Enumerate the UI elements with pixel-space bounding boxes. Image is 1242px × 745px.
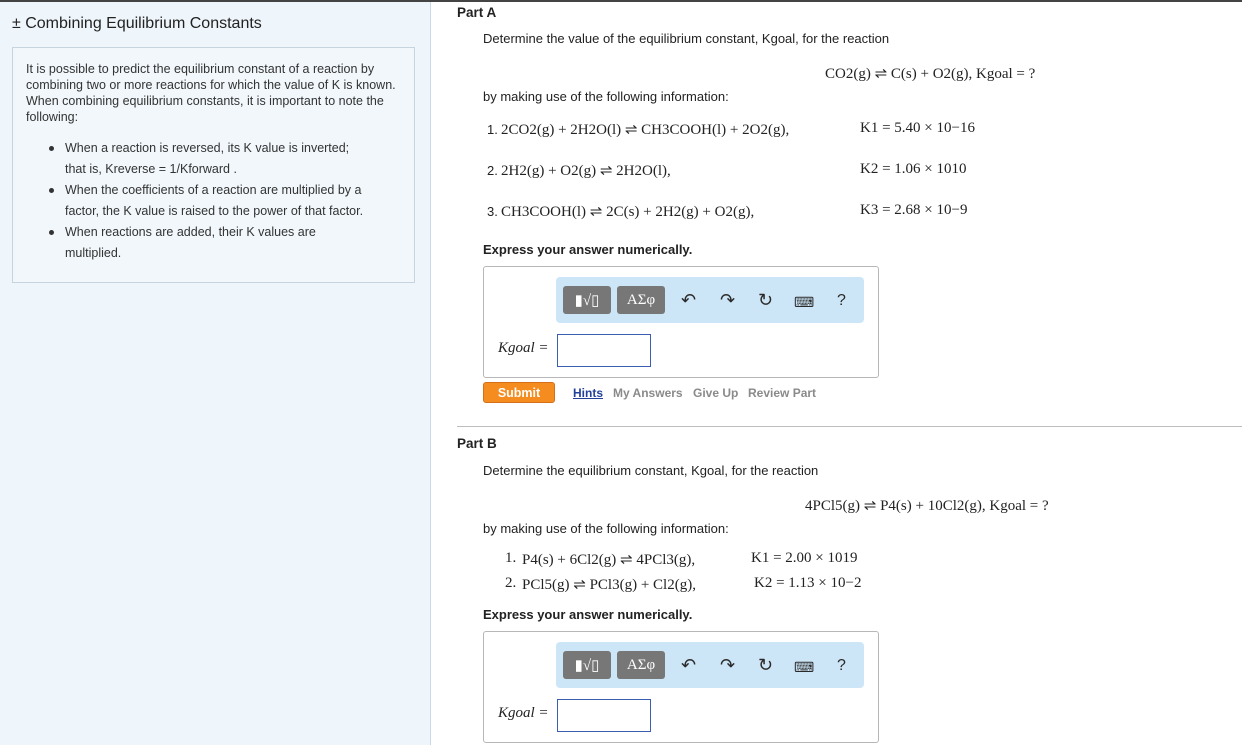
- help-icon[interactable]: ?: [837, 657, 846, 674]
- math-toolbar: [556, 277, 864, 323]
- list-item: When a reaction is reversed, its K value is inverted; that is, Kreverse = 1/Kforward .: [49, 138, 369, 180]
- reaction-equation: CH3COOH(l) ⇌ 2C(s) + 2H2(g) + O2(g),: [501, 204, 755, 220]
- part-b-prompt: Determine the equilibrium constant, Kgoal, for the reaction: [483, 463, 819, 478]
- answer-label: Kgoal =: [498, 340, 549, 356]
- part-b-answer-box: [483, 631, 879, 743]
- my-answers-link[interactable]: My Answers: [613, 386, 683, 400]
- left-panel: [0, 2, 431, 745]
- part-a-express: Express your answer numerically.: [483, 242, 693, 257]
- reaction-equation: 2H2(g) + O2(g) ⇌ 2H2O(l),: [501, 163, 671, 179]
- review-part-link[interactable]: Review Part: [748, 386, 817, 400]
- part-a-prompt: Determine the value of the equilibrium constant, Kgoal, for the reaction: [483, 31, 890, 46]
- part-a-goal-reaction: CO2(g) ⇌ C(s) + O2(g), Kgoal = ?: [825, 66, 1036, 82]
- redo-icon[interactable]: ↷: [720, 655, 736, 675]
- panel-title: ± Combining Equilibrium Constants: [12, 15, 262, 32]
- reaction-k-value: K2 = 1.06 × 1010: [860, 161, 967, 177]
- help-icon[interactable]: ?: [837, 292, 846, 309]
- reset-icon[interactable]: ↻: [758, 290, 774, 310]
- list-item: When the coefficients of a reaction are multiplied by a factor, the K value is raised to the power of that factor.: [49, 180, 369, 222]
- greek-symbols-icon[interactable]: ΑΣφ: [617, 651, 665, 679]
- reaction-equation: 2CO2(g) + 2H2O(l) ⇌ CH3COOH(l) + 2O2(g),: [501, 122, 790, 138]
- info-box: [12, 47, 415, 283]
- reaction-number: 1.: [487, 122, 498, 137]
- reaction-number: 2.: [505, 575, 517, 591]
- reaction-k-value: K2 = 1.13 × 10−2: [754, 575, 862, 591]
- answer-input[interactable]: [557, 699, 651, 732]
- answer-input[interactable]: [557, 334, 651, 367]
- redo-icon[interactable]: ↷: [720, 290, 736, 310]
- greek-symbols-icon[interactable]: ΑΣφ: [617, 286, 665, 314]
- templates-icon[interactable]: ▮√▯: [563, 651, 611, 679]
- undo-icon[interactable]: ↶: [681, 655, 697, 675]
- part-a-title: Part A: [457, 5, 497, 20]
- reaction-number: 2.: [487, 163, 498, 178]
- reaction-equation: P4(s) + 6Cl2(g) ⇌ 4PCl3(g),: [522, 552, 696, 568]
- templates-icon[interactable]: ▮√▯: [563, 286, 611, 314]
- rules-list: [49, 138, 369, 264]
- hints-link[interactable]: Hints: [573, 386, 603, 400]
- intro-text: It is possible to predict the equilibrium constant of a reaction by combining two or more reactions for which the value of K is known. When combining equilibrium constants, it is important to note the following:: [26, 62, 396, 124]
- answer-label: Kgoal =: [498, 705, 549, 721]
- part-a-info-label: by making use of the following information:: [483, 89, 729, 104]
- reaction-equation: PCl5(g) ⇌ PCl3(g) + Cl2(g),: [522, 577, 696, 593]
- give-up-link[interactable]: Give Up: [693, 386, 739, 400]
- part-a-answer-box: [483, 266, 879, 378]
- undo-icon[interactable]: ↶: [681, 290, 697, 310]
- part-b-express: Express your answer numerically.: [483, 607, 693, 622]
- math-toolbar: [556, 642, 864, 688]
- reaction-number: 1.: [505, 550, 517, 566]
- main-content: [431, 2, 1242, 745]
- part-b-goal-reaction: 4PCl5(g) ⇌ P4(s) + 10Cl2(g), Kgoal = ?: [805, 498, 1049, 514]
- part-b-title: Part B: [457, 436, 497, 451]
- keyboard-icon[interactable]: ⌨: [794, 659, 815, 675]
- list-item: When reactions are added, their K values are multiplied.: [49, 222, 369, 264]
- keyboard-icon[interactable]: ⌨: [794, 294, 815, 310]
- reaction-k-value: K1 = 5.40 × 10−16: [860, 120, 975, 136]
- part-divider: [457, 426, 1242, 427]
- reaction-k-value: K1 = 2.00 × 1019: [751, 550, 858, 566]
- reaction-number: 3.: [487, 204, 498, 219]
- reset-icon[interactable]: ↻: [758, 655, 774, 675]
- part-b-info-label: by making use of the following information:: [483, 521, 729, 536]
- submit-button[interactable]: Submit: [483, 382, 555, 403]
- reaction-k-value: K3 = 2.68 × 10−9: [860, 202, 968, 218]
